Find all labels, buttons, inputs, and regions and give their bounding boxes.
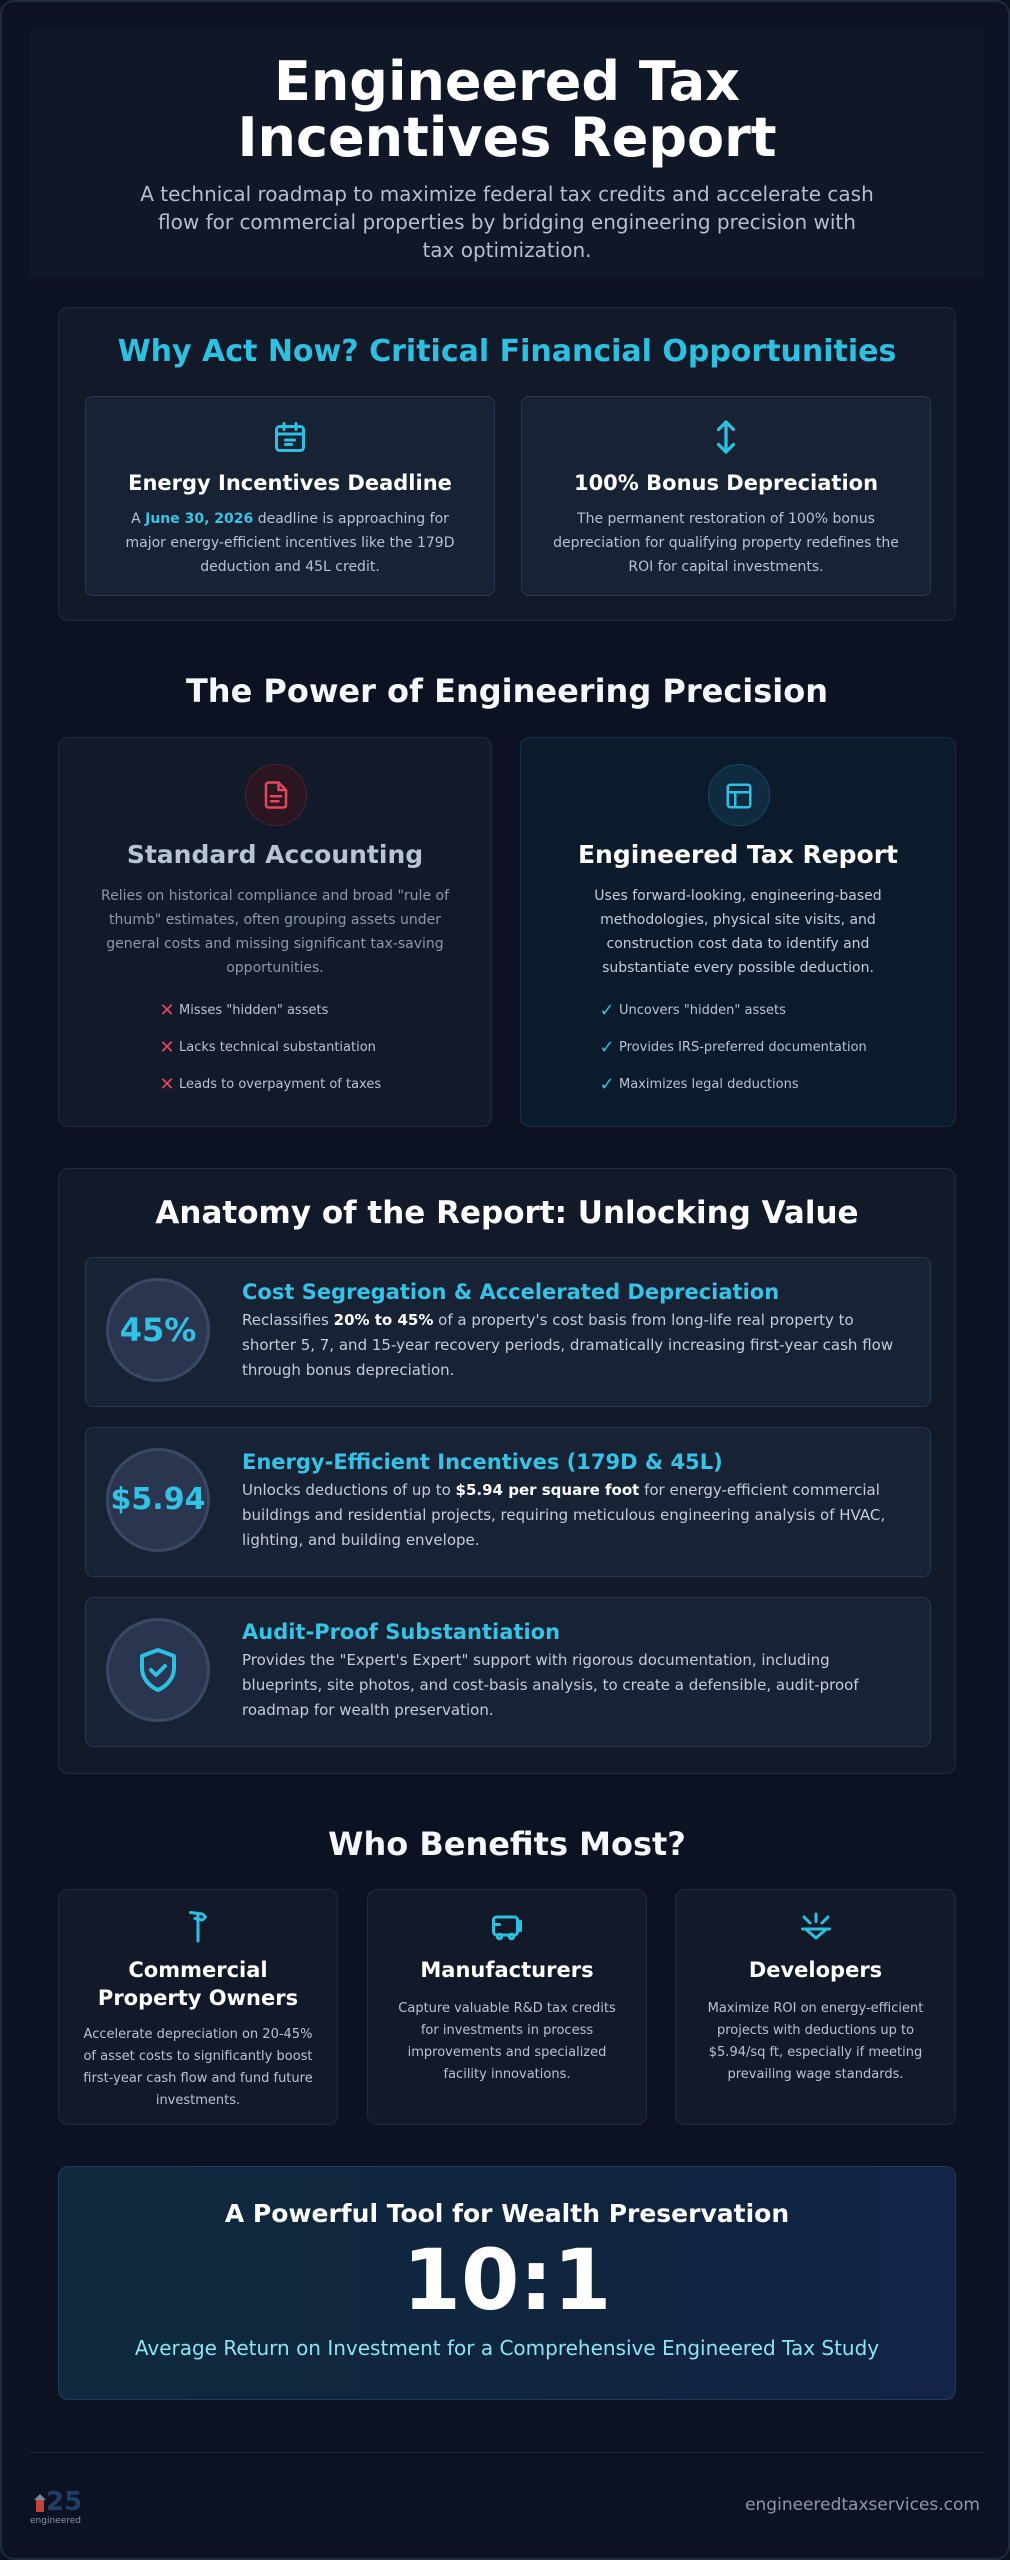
standard-accounting-card (58, 737, 492, 1127)
deadline-description (116, 507, 464, 579)
list-item (155, 1000, 328, 1021)
audit-proof-description: Provides the "Expert's Expert" support with rigorous documentation, including blueprints, site photos, and cost-basis analysis, to create a defensible, audit-proof roadmap for wealth preservation. (242, 1651, 859, 1719)
energy-incentives-title: Energy-Efficient Incentives (179D & 45L) (242, 1450, 723, 1474)
page-subtitle: A technical roadmap to maximize federal tax credits and accelerate cash flow for commercial properties by bridging engineering precision with tax optimization. (140, 182, 874, 262)
check-icon: ✓ (599, 1037, 615, 1058)
signpost-icon (59, 1908, 337, 1948)
engineered-report-title: Engineered Tax Report (577, 840, 899, 869)
percent-badge-value: 45% (119, 1311, 197, 1349)
check-icon: ✓ (599, 1074, 615, 1095)
logo-text: engineered (30, 2516, 81, 2526)
deadline-desc-pre: A (131, 511, 146, 527)
x-icon: ✕ (159, 1000, 175, 1021)
developer-icon (676, 1908, 955, 1948)
list-item-label: Uncovers "hidden" assets (619, 1003, 786, 1018)
property-owners-description: Accelerate depreciation on 20-45% of asset costs to significantly boost first-year cash flow and fund future investments. (83, 2027, 313, 2108)
list-item (595, 1000, 786, 1021)
x-icon: ✕ (159, 1037, 175, 1058)
anatomy-section (58, 1168, 956, 1774)
roi-caption: Average Return on Investment for a Comprehensive Engineered Tax Study (134, 2336, 880, 2360)
benefit-card-manufacturers (367, 1889, 647, 2125)
cost-segregation-title: Cost Segregation & Accelerated Depreciation (242, 1280, 780, 1304)
anatomy-item-audit-proof (85, 1597, 931, 1747)
engineered-report-card (520, 737, 956, 1127)
deadline-card (85, 396, 495, 596)
company-logo (30, 2482, 100, 2532)
desc-pre: Reclassifies (242, 1311, 334, 1329)
list-item (595, 1074, 799, 1095)
desc-pre: Unlocks deductions of up to (242, 1481, 456, 1499)
roi-title: A Powerful Tool for Wealth Preservation (224, 2199, 790, 2228)
anatomy-item-energy-incentives (85, 1427, 931, 1577)
developers-description: Maximize ROI on energy-efficient projects with deductions up to $5.94/sq ft, especially if meeting prevailing wage standards. (707, 2001, 924, 2082)
list-item-label: Misses "hidden" assets (179, 1003, 329, 1018)
power-section-title: The Power of Engineering Precision (185, 672, 829, 710)
list-item-label: Maximizes legal deductions (619, 1077, 799, 1092)
list-item-label: Lacks technical substantiation (179, 1040, 376, 1055)
anatomy-title: Anatomy of the Report: Unlocking Value (155, 1195, 859, 1231)
document-icon (245, 764, 307, 826)
audit-proof-title: Audit-Proof Substantiation (242, 1620, 561, 1644)
percent-badge (106, 1278, 210, 1382)
deadline-date: June 30, 2026 (145, 511, 254, 527)
energy-incentives-description (242, 1478, 902, 1553)
desc-bold: 20% to 45% (333, 1311, 434, 1329)
anatomy-item-cost-segregation (85, 1257, 931, 1407)
calendar-icon (86, 419, 494, 459)
manufacturers-description: Capture valuable R&D tax credits for investments in process improvements and specialized facility innovations. (398, 2001, 616, 2082)
dollar-badge (106, 1448, 210, 1552)
check-icon: ✓ (599, 1000, 615, 1021)
bonus-depreciation-description: The permanent restoration of 100% bonus depreciation for qualifying property redefines the ROI for capital investments. (553, 511, 899, 575)
why-act-now-section (58, 307, 956, 621)
svg-text:25: 25 (46, 2487, 83, 2514)
desc-bold: $5.94 per square foot (455, 1481, 640, 1499)
list-item-label: Leads to overpayment of taxes (179, 1077, 382, 1092)
roi-section (58, 2166, 956, 2400)
list-item (155, 1074, 381, 1095)
shield-check-icon (106, 1618, 210, 1722)
x-icon: ✕ (159, 1074, 175, 1095)
desc-post: for energy-efficient commercial buildings and residential projects, requiring meticulous engineering analysis of HVAC, lighting, and building envelope. (242, 1481, 886, 1549)
deadline-title: Energy Incentives Deadline (128, 471, 452, 495)
expand-arrows-icon (522, 419, 930, 459)
dollar-badge-value: $5.94 (110, 1482, 206, 1517)
standard-accounting-description: Relies on historical compliance and broad "rule of thumb" estimates, often grouping assets under general costs and missing significant tax-saving opportunities. (100, 888, 449, 976)
benefits-section-title: Who Benefits Most? (328, 1825, 686, 1863)
desc-post: of a property's cost basis from long-life real property to shorter 5, 7, and 15-year recovery periods, dramatically increasing first-year cash flow through bonus depreciation. (242, 1311, 894, 1379)
layout-icon (708, 764, 770, 826)
developers-title: Developers (748, 1958, 883, 1982)
footer-website-link[interactable]: engineeredtaxservices.com (745, 2495, 980, 2515)
why-act-now-title: Why Act Now? Critical Financial Opportunities (117, 334, 897, 369)
benefit-card-developers (675, 1889, 956, 2125)
factory-truck-icon (368, 1908, 646, 1948)
benefit-card-property-owners (58, 1889, 338, 2125)
bonus-depreciation-title: 100% Bonus Depreciation (573, 471, 879, 495)
standard-accounting-title: Standard Accounting (126, 840, 424, 869)
bonus-depreciation-card (521, 396, 931, 596)
manufacturers-title: Manufacturers (420, 1958, 594, 1982)
cost-segregation-description (242, 1308, 902, 1383)
list-item (155, 1037, 376, 1058)
list-item-label: Provides IRS-preferred documentation (619, 1040, 867, 1055)
footer-divider (30, 2452, 984, 2453)
property-owners-title: Commercial Property Owners (97, 1958, 299, 2010)
page-title: Engineered Tax Incentives Report (237, 50, 777, 169)
engineered-report-description: Uses forward-looking, engineering-based methodologies, physical site visits, and construction cost data to identify and substantiate every possible deduction. (594, 888, 882, 976)
roi-value: 10:1 (402, 2231, 612, 2329)
page-header (30, 30, 984, 278)
deadline-desc-post: deadline is approaching for major energy-efficient incentives like the 179D deduction and 45L credit. (125, 511, 455, 575)
list-item (595, 1037, 867, 1058)
